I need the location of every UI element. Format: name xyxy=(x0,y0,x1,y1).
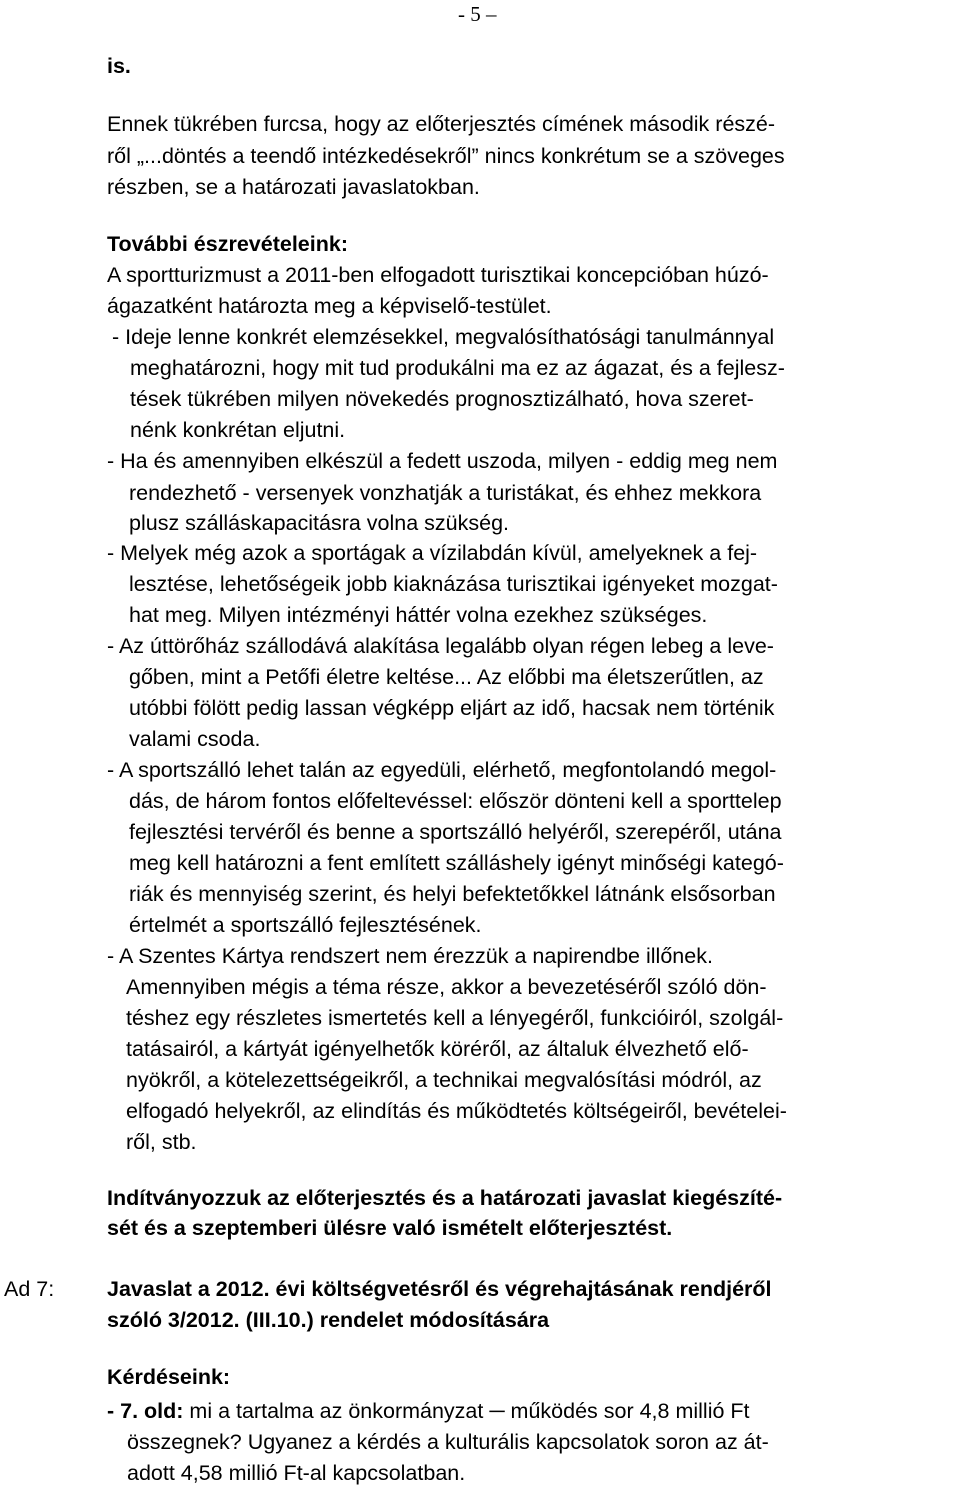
text-line: adott 4,58 millió Ft-al kapcsolatban. xyxy=(127,1461,466,1485)
agenda-title-line: Javaslat a 2012. évi költségvetésről és végrehajtásának rendjéről xyxy=(107,1277,772,1301)
list-item-line: nyökről, a kötelezettségeikről, a technikai megvalósítási módról, az xyxy=(126,1068,762,1092)
list-item-line: elfogadó helyekről, az elindítás és működtetés költségeiről, bevételei- xyxy=(126,1099,787,1123)
text-line xyxy=(107,1397,750,1425)
text-line: ről „...döntés a teendő intézkedésekről” nincs konkrétum se a szöveges xyxy=(107,144,785,168)
question-first-line: mi a tartalma az önkormányzat ─ működés sor 4,8 millió Ft xyxy=(183,1399,750,1423)
page-number: - 5 – xyxy=(458,2,497,26)
text-line: ágazatként határozta meg a képviselő-testület. xyxy=(107,294,552,318)
list-item-line: fejlesztési tervéről és benne a sportszálló helyéről, szerepéről, utána xyxy=(129,820,782,844)
list-item-line: Amennyiben mégis a téma része, akkor a bevezetéséről szóló dön- xyxy=(126,975,767,999)
list-item-line: tatásairól, a kártyát igényelhetők köréről, az általuk élvezhető elő- xyxy=(126,1037,749,1061)
list-item-line: rendezhető - versenyek vonzhatják a turistákat, és ehhez mekkora xyxy=(129,481,762,505)
text-line: összegnek? Ugyanez a kérdés a kulturális kapcsolatok soron az át- xyxy=(127,1430,769,1454)
questions-heading: Kérdéseink: xyxy=(107,1365,231,1389)
text-line: részben, se a határozati javaslatokban. xyxy=(107,175,480,199)
text-line: A sportturizmust a 2011-ben elfogadott turisztikai koncepcióban húzó- xyxy=(107,263,769,287)
list-item-line: - A Szentes Kártya rendszert nem érezzük a napirendbe illőnek. xyxy=(107,944,713,968)
question-lead: - 7. old: xyxy=(107,1399,184,1423)
list-item-line: utóbbi fölött pedig lassan végképp eljárt az idő, hacsak nem történik xyxy=(129,696,775,720)
fragment-is: is. xyxy=(107,54,131,78)
list-item-line: valami csoda. xyxy=(129,727,261,751)
list-item-line: értelmét a sportszálló fejlesztésének. xyxy=(129,913,482,937)
list-item-line: téshez egy részletes ismertetés kell a lényegéről, funkcióiról, szolgál- xyxy=(126,1006,784,1030)
list-item-line: tések tükrében milyen növekedés prognosztizálható, hova szeret- xyxy=(130,387,754,411)
list-item-line: meghatározni, hogy mit tud produkálni ma ez az ágazat, és a fejlesz- xyxy=(130,356,785,380)
list-item-line: - Az úttörőház szállodává alakítása legalább olyan régen lebeg a leve- xyxy=(107,634,774,658)
list-item-line: nénk konkrétan eljutni. xyxy=(130,418,346,442)
list-item-line: riák és mennyiség szerint, és helyi befektetőkkel látnánk elsősorban xyxy=(129,882,776,906)
list-item-line: plusz szálláskapacitásra volna szükség. xyxy=(129,511,510,535)
list-item-line: - Melyek még azok a sportágak a vízilabdán kívül, amelyeknek a fej- xyxy=(107,541,758,565)
list-item-line: dás, de három fontos előfeltevéssel: először dönteni kell a sporttelep xyxy=(129,789,782,813)
list-item-line: - A sportszálló lehet talán az egyedüli, elérhető, megfontolandó megol- xyxy=(107,758,777,782)
agenda-title-line: szóló 3/2012. (III.10.) rendelet módosítására xyxy=(107,1308,550,1332)
list-item-line: - Ideje lenne konkrét elemzésekkel, megvalósíthatósági tanulmánnyal xyxy=(112,325,775,349)
list-item-line: gőben, mint a Petőfi életre keltése... Az előbbi ma életszerűtlen, az xyxy=(129,665,764,689)
text-line: Indítványozzuk az előterjesztés és a határozati javaslat kiegészíté- xyxy=(107,1186,783,1210)
text-line: Ennek tükrében furcsa, hogy az előterjesztés címének második részé- xyxy=(107,112,776,136)
list-item-line: hat meg. Milyen intézményi háttér volna ezekhez szükséges. xyxy=(129,603,708,627)
list-item-line: - Ha és amennyiben elkészül a fedett uszoda, milyen - eddig meg nem xyxy=(107,449,778,473)
observations-heading: További észrevételeink: xyxy=(107,232,348,256)
agenda-prefix: Ad 7: xyxy=(4,1277,55,1301)
list-item-line: ről, stb. xyxy=(126,1130,197,1154)
list-item-line: lesztése, lehetőségeik jobb kiaknázása turisztikai igényeket mozgat- xyxy=(129,572,778,596)
list-item-line: meg kell határozni a fent említett szálláshely igényt minőségi kategó- xyxy=(129,851,784,875)
text-line: sét és a szeptemberi ülésre való ismételt előterjesztést. xyxy=(107,1216,673,1240)
